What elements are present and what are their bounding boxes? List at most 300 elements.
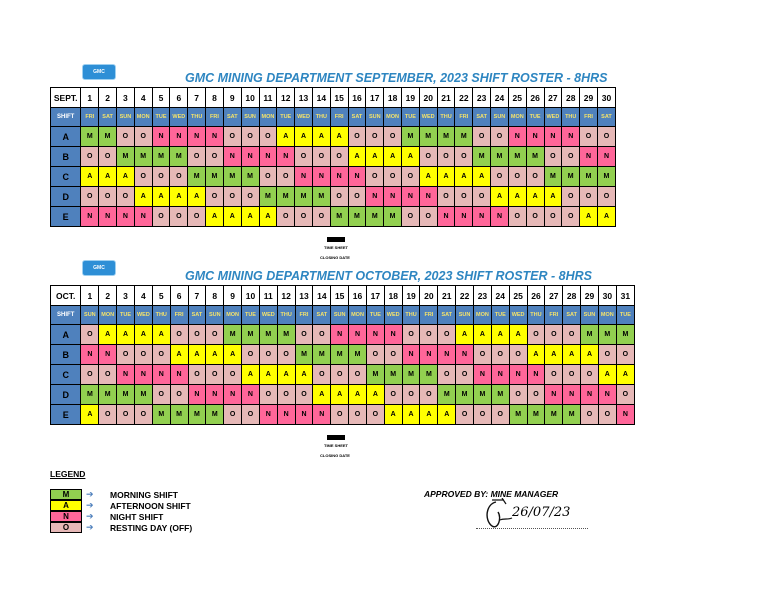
shift-cell: O <box>206 187 224 207</box>
shift-cell: A <box>295 127 313 147</box>
shift-cell: N <box>616 405 634 425</box>
shift-cell: O <box>313 325 331 345</box>
shift-cell: O <box>295 325 313 345</box>
shift-cell: O <box>563 325 581 345</box>
shift-cell: A <box>152 325 170 345</box>
weekday-cell: THU <box>562 108 580 127</box>
date-cell: 5 <box>152 286 170 306</box>
shift-cell: O <box>491 345 509 365</box>
shift-cell: O <box>277 207 295 227</box>
legend-item <box>50 500 96 511</box>
shift-cell: O <box>384 127 402 147</box>
shift-cell: O <box>99 405 117 425</box>
roster-title-september: GMC MINING DEPARTMENT SEPTEMBER, 2023 SHIFT ROSTER - 8HRS <box>185 71 608 85</box>
shift-cell: A <box>455 167 473 187</box>
shift-cell: M <box>455 127 473 147</box>
shift-group-label: E <box>51 405 81 425</box>
shift-cell: M <box>277 325 295 345</box>
shift-cell: N <box>456 345 474 365</box>
shift-cell: A <box>224 345 242 365</box>
shift-cell: N <box>241 147 259 167</box>
arrow-right-icon: ➔ <box>86 511 94 521</box>
shift-cell: O <box>562 207 580 227</box>
weekday-cell: WED <box>544 108 562 127</box>
shift-cell: A <box>170 345 188 365</box>
shift-group-label: A <box>51 325 81 345</box>
shift-cell: M <box>563 405 581 425</box>
shift-cell: A <box>312 127 330 147</box>
shift-cell: A <box>223 207 241 227</box>
shift-cell: O <box>134 167 152 187</box>
shift-cell: O <box>509 345 527 365</box>
shift-cell: N <box>544 127 562 147</box>
shift-cell: O <box>331 365 349 385</box>
date-cell: 26 <box>527 286 545 306</box>
arrow-right-icon: ➔ <box>86 500 94 510</box>
shift-cell: O <box>170 167 188 187</box>
timesheet-label: TIME SHEET <box>324 443 349 448</box>
date-cell: 2 <box>99 286 117 306</box>
shift-cell: N <box>206 385 224 405</box>
legend-label: NIGHT SHIFT <box>110 512 164 522</box>
shift-cell: M <box>527 405 545 425</box>
shift-cell: N <box>99 345 117 365</box>
weekday-cell: THU <box>277 306 295 325</box>
shift-cell: A <box>508 187 526 207</box>
date-cell: 28 <box>563 286 581 306</box>
shift-cell: A <box>526 187 544 207</box>
weekday-cell: TUE <box>526 108 544 127</box>
weekday-cell: TUE <box>491 306 509 325</box>
shift-cell: M <box>81 127 99 147</box>
shift-cell: A <box>474 325 492 345</box>
shift-cell: M <box>259 187 277 207</box>
shift-cell: N <box>242 385 260 405</box>
shift-cell: O <box>402 385 420 405</box>
shift-cell: N <box>277 147 295 167</box>
shift-cell: N <box>81 207 99 227</box>
shift-cell: A <box>597 207 615 227</box>
shift-cell: O <box>438 325 456 345</box>
shift-cell: O <box>99 365 117 385</box>
shift-cell: M <box>81 385 99 405</box>
shift-cell: O <box>152 167 170 187</box>
weekday-cell: THU <box>152 306 170 325</box>
weekday-cell: FRI <box>295 306 313 325</box>
shift-cell: A <box>331 385 349 405</box>
shift-cell: M <box>99 385 117 405</box>
shift-cell: A <box>581 345 599 365</box>
legend-item <box>50 522 96 533</box>
shift-cell: A <box>117 167 135 187</box>
shift-cell: M <box>384 365 402 385</box>
date-cell: 10 <box>241 88 259 108</box>
date-cell: 24 <box>491 286 509 306</box>
shift-cell: A <box>134 325 152 345</box>
shift-cell: M <box>206 405 224 425</box>
shift-cell: O <box>223 187 241 207</box>
shift-group-label: A <box>51 127 81 147</box>
weekday-cell: SAT <box>438 306 456 325</box>
shift-cell: M <box>402 127 420 147</box>
shift-cell: N <box>117 365 135 385</box>
weekday-cell: WED <box>509 306 527 325</box>
shift-cell: O <box>81 325 99 345</box>
shift-header: SHIFT <box>51 108 81 127</box>
shift-cell: A <box>134 187 152 207</box>
shift-cell: A <box>563 345 581 365</box>
shift-cell: O <box>455 187 473 207</box>
shift-cell: O <box>581 405 599 425</box>
weekday-cell: SAT <box>313 306 331 325</box>
shift-cell: O <box>544 207 562 227</box>
weekday-cell: WED <box>384 306 402 325</box>
shift-cell: N <box>509 365 527 385</box>
shift-cell: O <box>437 147 455 167</box>
shift-cell: O <box>366 127 384 147</box>
shift-cell: N <box>170 127 188 147</box>
weekday-cell: MON <box>474 306 492 325</box>
shift-cell: O <box>580 187 598 207</box>
shift-cell: M <box>419 127 437 147</box>
date-cell: 15 <box>331 286 349 306</box>
shift-cell: A <box>420 405 438 425</box>
date-cell: 11 <box>259 88 277 108</box>
shift-cell: M <box>188 167 206 187</box>
legend-item <box>50 489 96 500</box>
shift-cell: N <box>170 365 188 385</box>
shift-cell: O <box>134 345 152 365</box>
shift-cell: A <box>241 207 259 227</box>
shift-cell: N <box>313 405 331 425</box>
shift-cell: O <box>473 127 491 147</box>
shift-cell: N <box>402 187 420 207</box>
date-cell: 1 <box>81 286 99 306</box>
weekday-cell: MON <box>384 108 402 127</box>
date-cell: 23 <box>473 88 491 108</box>
shift-cell: A <box>170 187 188 207</box>
weekday-cell: FRI <box>580 108 598 127</box>
shift-cell: O <box>384 167 402 187</box>
shift-cell: A <box>348 147 366 167</box>
legend-label: AFTERNOON SHIFT <box>110 501 191 511</box>
shift-cell: O <box>508 207 526 227</box>
shift-cell: M <box>509 405 527 425</box>
shift-cell: A <box>402 405 420 425</box>
weekday-cell: TUE <box>242 306 260 325</box>
shift-cell: M <box>562 167 580 187</box>
shift-cell: N <box>402 345 420 365</box>
date-cell: 7 <box>188 286 206 306</box>
date-cell: 2 <box>99 88 117 108</box>
date-cell: 22 <box>456 286 474 306</box>
date-cell: 14 <box>313 286 331 306</box>
shift-cell: N <box>491 207 509 227</box>
shift-cell: O <box>242 405 260 425</box>
shift-cell: A <box>366 147 384 167</box>
date-cell: 8 <box>206 286 224 306</box>
shift-cell: O <box>117 405 135 425</box>
date-cell: 17 <box>366 88 384 108</box>
weekday-cell: WED <box>419 108 437 127</box>
date-cell: 13 <box>295 286 313 306</box>
date-cell: 19 <box>402 286 420 306</box>
shift-cell: O <box>277 385 295 405</box>
shift-cell: O <box>152 207 170 227</box>
shift-cell: A <box>152 187 170 207</box>
signature-line <box>476 528 588 529</box>
shift-cell: O <box>545 365 563 385</box>
shift-cell: O <box>455 147 473 167</box>
weekday-cell: MON <box>134 108 152 127</box>
date-cell: 28 <box>562 88 580 108</box>
shift-cell: O <box>527 385 545 405</box>
shift-cell: N <box>224 385 242 405</box>
weekday-cell: FRI <box>455 108 473 127</box>
shift-cell: O <box>188 325 206 345</box>
arrow-right-icon: ➔ <box>86 522 94 532</box>
weekday-cell: SAT <box>473 108 491 127</box>
gmc-logo: GMC <box>82 260 116 276</box>
shift-cell: O <box>384 385 402 405</box>
legend-code: O <box>50 522 82 533</box>
shift-cell: O <box>331 405 349 425</box>
date-cell: 17 <box>366 286 384 306</box>
date-cell: 16 <box>348 88 366 108</box>
timesheet-label: TIME SHEET <box>324 245 349 250</box>
date-cell: 25 <box>508 88 526 108</box>
shift-cell: O <box>456 365 474 385</box>
shift-cell: A <box>206 345 224 365</box>
shift-cell: N <box>563 385 581 405</box>
shift-cell: A <box>491 325 509 345</box>
shift-cell: M <box>348 207 366 227</box>
shift-cell: O <box>224 405 242 425</box>
shift-cell: A <box>81 405 99 425</box>
weekday-cell: FRI <box>81 108 99 127</box>
shift-cell: O <box>419 207 437 227</box>
shift-cell: A <box>259 207 277 227</box>
shift-group-label: E <box>51 207 81 227</box>
shift-cell: A <box>188 345 206 365</box>
shift-cell: O <box>402 167 420 187</box>
weekday-cell: THU <box>188 108 206 127</box>
shift-cell: O <box>526 207 544 227</box>
shift-cell: A <box>313 385 331 405</box>
date-cell: 20 <box>419 88 437 108</box>
weekday-cell: SUN <box>491 108 509 127</box>
shift-cell: O <box>152 385 170 405</box>
shift-cell: O <box>473 187 491 207</box>
date-cell: 15 <box>330 88 348 108</box>
shift-cell: M <box>331 345 349 365</box>
shift-cell: O <box>438 365 456 385</box>
date-cell: 21 <box>437 88 455 108</box>
shift-cell: A <box>384 147 402 167</box>
shift-cell: O <box>474 345 492 365</box>
date-cell: 29 <box>581 286 599 306</box>
shift-cell: N <box>259 405 277 425</box>
roster-title-october: GMC MINING DEPARTMENT OCTOBER, 2023 SHIFT ROSTER - 8HRS <box>185 269 592 283</box>
shift-cell: M <box>224 325 242 345</box>
shift-cell: O <box>242 345 260 365</box>
date-cell: 25 <box>509 286 527 306</box>
shift-cell: A <box>384 405 402 425</box>
shift-cell: O <box>81 365 99 385</box>
shift-cell: A <box>419 167 437 187</box>
date-cell: 8 <box>206 88 224 108</box>
shift-cell: O <box>312 207 330 227</box>
shift-cell: O <box>562 147 580 167</box>
date-cell: 4 <box>134 286 152 306</box>
shift-cell: O <box>259 385 277 405</box>
legend-code: N <box>50 511 82 522</box>
shift-cell: M <box>438 385 456 405</box>
date-cell: 27 <box>544 88 562 108</box>
shift-cell: N <box>366 325 384 345</box>
roster-table-september <box>50 87 616 227</box>
shift-cell: M <box>474 385 492 405</box>
date-cell: 27 <box>545 286 563 306</box>
shift-cell: O <box>491 167 509 187</box>
shift-cell: O <box>527 325 545 345</box>
shift-cell: N <box>312 167 330 187</box>
shift-cell: M <box>206 167 224 187</box>
shift-cell: N <box>580 147 598 167</box>
date-cell: 30 <box>598 286 616 306</box>
shift-cell: O <box>545 325 563 345</box>
shift-cell: O <box>420 325 438 345</box>
shift-cell: N <box>438 345 456 365</box>
shift-cell: O <box>295 147 313 167</box>
weekday-cell: TUE <box>616 306 634 325</box>
date-cell: 10 <box>242 286 260 306</box>
weekday-cell: FRI <box>545 306 563 325</box>
shift-cell: O <box>419 147 437 167</box>
shift-cell: N <box>474 365 492 385</box>
date-cell: 26 <box>526 88 544 108</box>
date-cell: 18 <box>384 286 402 306</box>
shift-cell: N <box>348 167 366 187</box>
shift-header: SHIFT <box>51 306 81 325</box>
shift-cell: N <box>455 207 473 227</box>
weekday-cell: THU <box>402 306 420 325</box>
shift-cell: O <box>259 345 277 365</box>
weekday-cell: MON <box>99 306 117 325</box>
shift-cell: N <box>437 207 455 227</box>
shift-cell: O <box>508 167 526 187</box>
shift-cell: O <box>170 207 188 227</box>
shift-cell: N <box>581 385 599 405</box>
shift-cell: M <box>242 325 260 345</box>
shift-cell: M <box>152 405 170 425</box>
weekday-cell: FRI <box>170 306 188 325</box>
date-cell: 9 <box>223 88 241 108</box>
shift-cell: N <box>384 325 402 345</box>
shift-cell: O <box>134 405 152 425</box>
weekday-cell: THU <box>527 306 545 325</box>
shift-cell: O <box>224 365 242 385</box>
shift-cell: M <box>170 147 188 167</box>
weekday-cell: SUN <box>456 306 474 325</box>
weekday-cell: SAT <box>597 108 615 127</box>
shift-cell: A <box>117 325 135 345</box>
weekday-cell: FRI <box>206 108 224 127</box>
shift-cell: O <box>616 345 634 365</box>
shift-cell: O <box>117 187 135 207</box>
shift-cell: O <box>580 127 598 147</box>
date-cell: 23 <box>474 286 492 306</box>
shift-cell: N <box>491 365 509 385</box>
shift-cell: O <box>598 345 616 365</box>
approved-by-label: APPROVED BY: MINE MANAGER <box>424 489 559 499</box>
weekday-cell: SAT <box>188 306 206 325</box>
weekday-cell: THU <box>437 108 455 127</box>
shift-cell: O <box>99 147 117 167</box>
shift-cell: M <box>456 385 474 405</box>
date-cell: 9 <box>224 286 242 306</box>
shift-group-label: D <box>51 385 81 405</box>
weekday-cell: SAT <box>563 306 581 325</box>
weekday-cell: SUN <box>331 306 349 325</box>
shift-cell: O <box>81 187 99 207</box>
shift-cell: N <box>384 187 402 207</box>
shift-cell: O <box>330 147 348 167</box>
shift-cell: O <box>563 365 581 385</box>
date-cell: 3 <box>117 88 135 108</box>
shift-cell: A <box>491 187 509 207</box>
shift-cell: N <box>277 405 295 425</box>
shift-cell: M <box>491 385 509 405</box>
shift-cell: M <box>544 167 562 187</box>
shift-cell: N <box>562 127 580 147</box>
shift-cell: O <box>544 147 562 167</box>
shift-cell: O <box>117 345 135 365</box>
weekday-cell: WED <box>295 108 313 127</box>
shift-cell: M <box>134 147 152 167</box>
weekday-cell: THU <box>312 108 330 127</box>
shift-cell: A <box>99 325 117 345</box>
shift-cell: A <box>295 365 313 385</box>
shift-cell: O <box>491 127 509 147</box>
shift-cell: A <box>206 207 224 227</box>
shift-cell: A <box>527 345 545 365</box>
date-cell: 13 <box>295 88 313 108</box>
shift-cell: M <box>313 345 331 365</box>
weekday-cell: SAT <box>99 108 117 127</box>
shift-cell: O <box>170 325 188 345</box>
roster-table-october <box>50 285 635 425</box>
shift-cell: O <box>81 147 99 167</box>
shift-cell: M <box>188 405 206 425</box>
shift-cell: M <box>277 187 295 207</box>
shift-cell: N <box>527 365 545 385</box>
gmc-logo: GMC <box>82 64 116 80</box>
date-cell: 21 <box>438 286 456 306</box>
shift-cell: M <box>259 325 277 345</box>
shift-cell: O <box>437 187 455 207</box>
shift-cell: M <box>349 345 367 365</box>
shift-cell: O <box>491 405 509 425</box>
shift-cell: O <box>384 345 402 365</box>
shift-cell: O <box>206 365 224 385</box>
date-cell: 29 <box>580 88 598 108</box>
legend-title: LEGEND <box>50 469 86 479</box>
shift-cell: O <box>616 385 634 405</box>
shift-cell: O <box>134 127 152 147</box>
date-cell: 7 <box>188 88 206 108</box>
shift-cell: N <box>545 385 563 405</box>
